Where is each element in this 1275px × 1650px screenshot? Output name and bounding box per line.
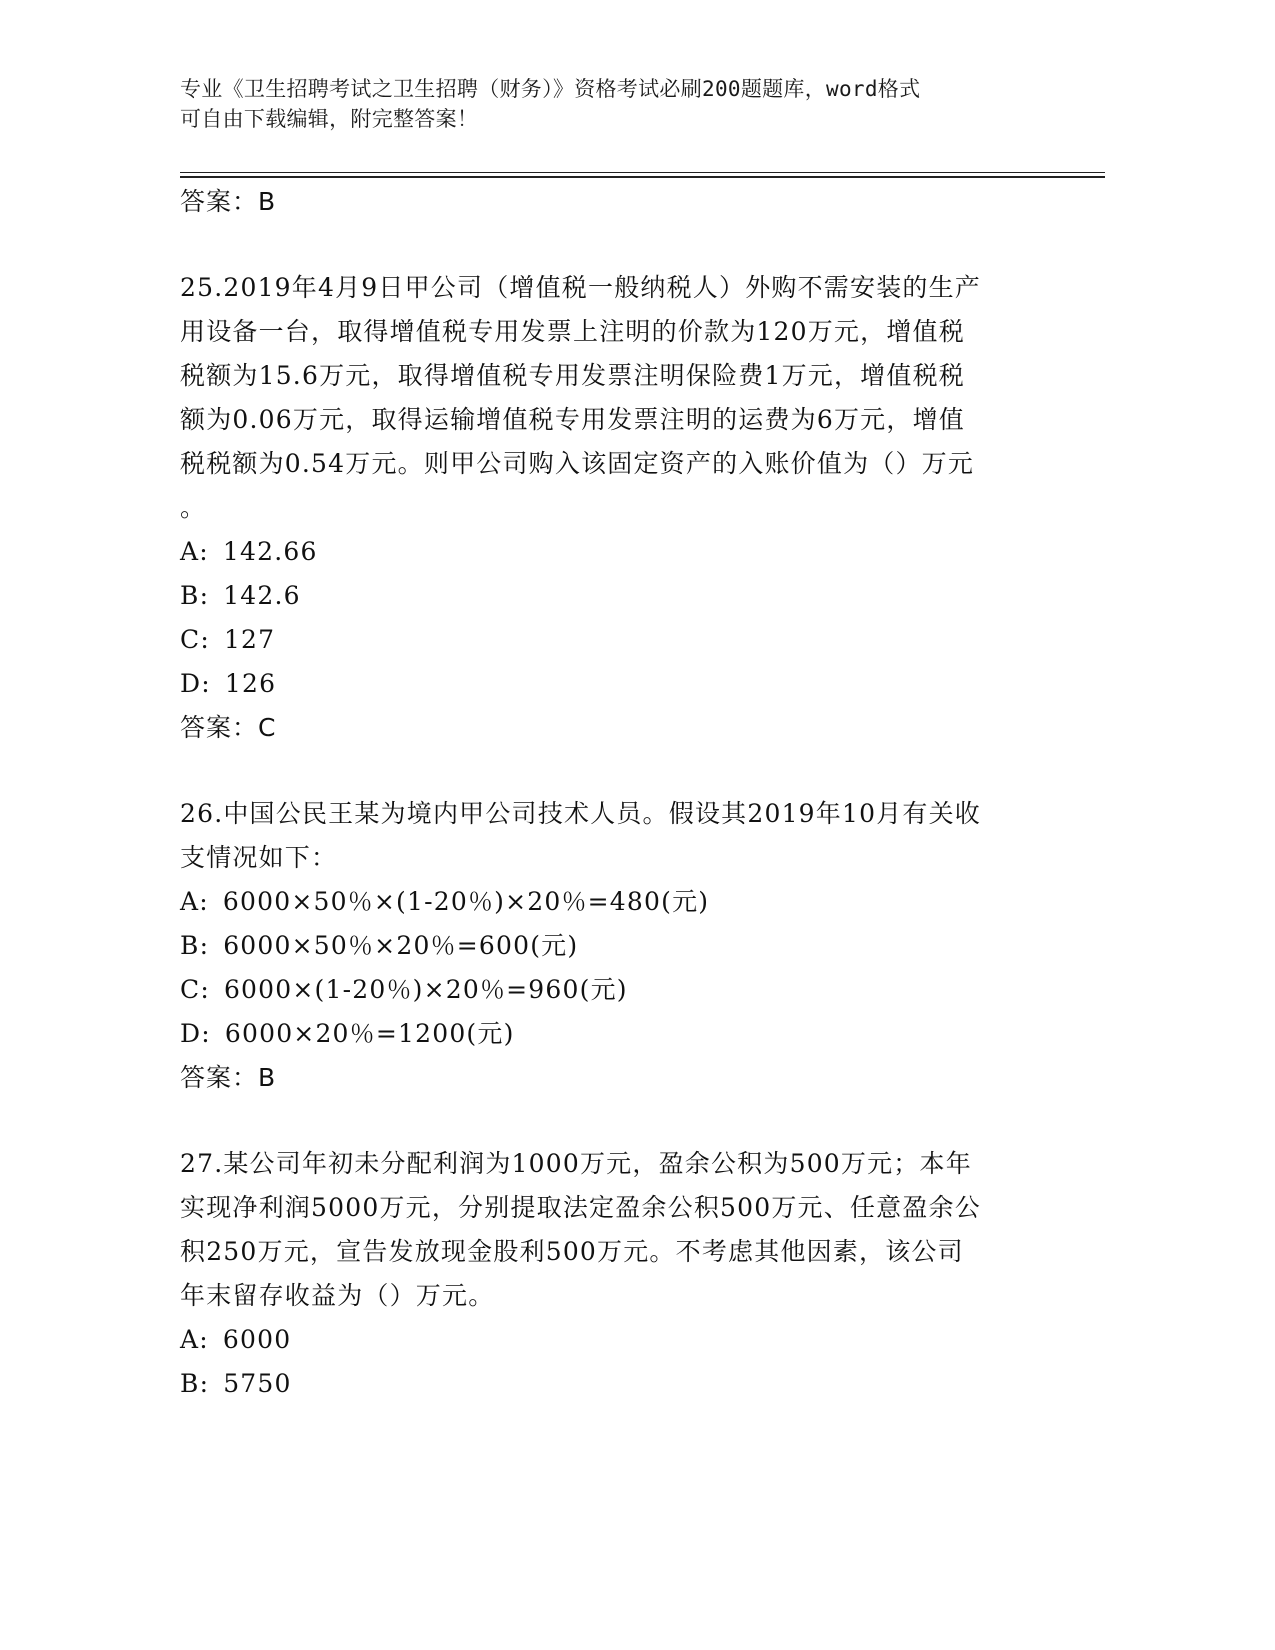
option-label: A:: [180, 1325, 209, 1354]
option-label: B:: [180, 1369, 210, 1398]
option-b: [180, 574, 1040, 618]
answer: 答案：B: [180, 1063, 277, 1092]
question-text-line: 年末留存收益为（）万元。: [180, 1281, 495, 1310]
option-text: 127: [223, 625, 276, 654]
question-text-line: 。: [180, 493, 207, 522]
option-label: B:: [180, 931, 210, 960]
option-text: 6000: [222, 1325, 292, 1354]
option-c: [180, 968, 1040, 1012]
option-b: [180, 1362, 1040, 1406]
option-text: 6000×(1-20％)×20％=960(元): [223, 975, 628, 1004]
option-d: [180, 662, 1040, 706]
header-divider-thick: [180, 176, 1105, 178]
option-text: 5750: [223, 1369, 292, 1398]
option-a: [180, 1318, 1040, 1362]
option-label: A:: [180, 537, 209, 566]
question-text-line: 积250万元，宣告发放现金股利500万元。不考虑其他因素，该公司: [180, 1237, 964, 1266]
option-text: 142.66: [222, 537, 318, 566]
option-label: B:: [180, 581, 210, 610]
option-c: [180, 618, 1040, 662]
question-text-line: 26.中国公民王某为境内甲公司技术人员。假设其2019年10月有关收: [180, 799, 981, 828]
question-25: [180, 266, 1040, 750]
question-27: [180, 1142, 1040, 1406]
question-text-line: 25.2019年4月9日甲公司（增值税一般纳税人）外购不需安装的生产: [180, 273, 981, 302]
question-content: [180, 180, 1040, 1406]
question-text-line: 税税额为0.54万元。则甲公司购入该固定资产的入账价值为（）万元: [180, 449, 975, 478]
question-text-line: 支情况如下：: [180, 843, 338, 872]
question-text-line: 税额为15.6万元，取得增值税专用发票注明保险费1万元，增值税税: [180, 361, 965, 390]
question-text-line: 额为0.06万元，取得运输增值税专用发票注明的运费为6万元，增值: [180, 405, 965, 434]
question-text-line: 实现净利润5000万元，分别提取法定盈余公积500万元、任意盈余公: [180, 1193, 981, 1222]
option-text: 6000×50％×20％=600(元): [223, 931, 579, 960]
option-label: A:: [180, 887, 209, 916]
question-26: [180, 792, 1040, 1100]
option-a: [180, 530, 1040, 574]
header-line-1: 专业《卫生招聘考试之卫生招聘（财务）》资格考试必刷200题题库，word格式: [180, 77, 921, 101]
document-header: [180, 74, 1040, 134]
option-a: [180, 880, 1040, 924]
option-text: 126: [224, 669, 277, 698]
option-label: C:: [180, 625, 210, 654]
header-divider-thin: [180, 172, 1105, 173]
question-text-line: 27.某公司年初未分配利润为1000万元，盈余公积为500万元；本年: [180, 1149, 972, 1178]
header-line-2: 可自由下载编辑，附完整答案！: [180, 107, 479, 131]
answer: 答案：C: [180, 713, 277, 742]
option-b: [180, 924, 1040, 968]
option-label: C:: [180, 975, 210, 1004]
option-d: [180, 1012, 1040, 1056]
option-label: D:: [180, 669, 211, 698]
previous-answer: 答案：B: [180, 187, 277, 216]
option-label: D:: [180, 1019, 211, 1048]
question-text-line: 用设备一台，取得增值税专用发票上注明的价款为120万元，增值税: [180, 317, 965, 346]
option-text: 6000×50％×(1-20％)×20％=480(元): [222, 887, 710, 916]
option-text: 6000×20％=1200(元): [224, 1019, 515, 1048]
option-text: 142.6: [223, 581, 301, 610]
